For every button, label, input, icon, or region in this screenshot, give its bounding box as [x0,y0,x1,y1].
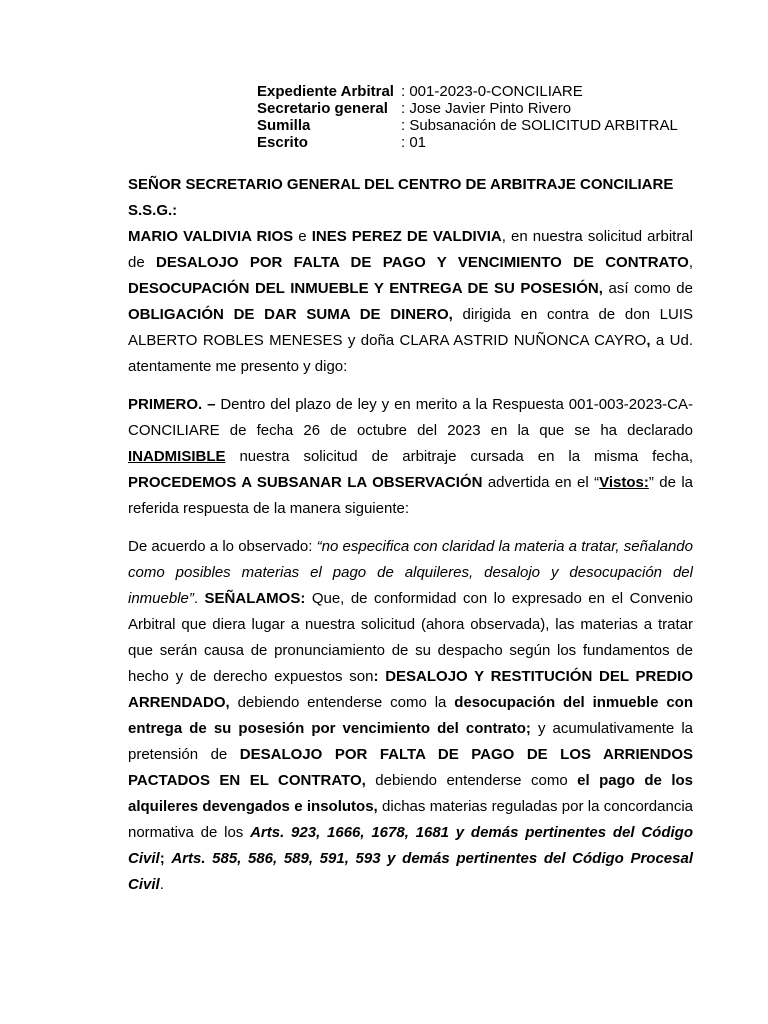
text-run: advertida en el “ [482,474,600,491]
text-run: debiendo entenderse como [365,772,578,789]
header-row-escrito [257,134,678,151]
header-label: Expediente Arbitral [257,83,394,100]
case-header [257,83,678,151]
header-value: : 001-2023-0-CONCILIARE [401,83,583,100]
header-value: : 01 [401,134,427,151]
text-run: así como de [602,280,693,297]
text-run: , [646,332,651,349]
text-run: debiendo entenderse como la [229,694,455,711]
primero-paragraph [128,392,693,522]
header-label: Secretario general [257,100,388,117]
claim-matter: desocupación del inmueble con entrega de su posesión por vencimiento del contrato; [128,694,693,737]
text-run: Dentro del plazo de ley y en merito a la Respuesta 001-003-2023-CA-CONCILIARE de fecha 26 de octubre del 2023 en la que se ha declarado [128,396,693,439]
text-run: e [293,228,312,245]
party-name: MARIO VALDIVIA RIOS [128,228,294,245]
legal-citation: Arts. 585, 586, 589, 591, 593 y demás pertinentes del Código Procesal Civil [128,850,693,893]
text-run: , en nuestra solicitud arbitral de [128,228,693,271]
header-row-sumilla [257,117,678,134]
header-label: Escrito [257,134,308,151]
claim-matter: el pago de los alquileres devengados e insolutos, [128,772,694,815]
claim-matter: DESALOJO POR FALTA DE PAGO DE LOS ARRIENDOS PACTADOS EN EL CONTRATO, [128,746,693,789]
text-run: dichas materias reguladas por la concordancia normativa de los [128,798,693,841]
text-run: ; [159,850,165,867]
senalamos-term: SEÑALAMOS: [204,590,306,607]
text-run: ” de la referida respuesta de la manera siguiente: [128,474,693,517]
text-run: : [373,668,379,685]
header-row-secretario [257,100,678,117]
text-run: Que, de conformidad con lo expresado en el Convenio Arbitral que diera lugar a nuestra solicitud (ahora observada), las materias a tratar que serán causa de pronunciamiento de su despacho según los fundamentos de hecho y de derecho expuestos son [128,590,693,685]
intro-paragraph [128,224,693,380]
observation-paragraph [128,534,693,898]
inadmisible-term: INADMISIBLE [128,448,226,465]
text-run: . [193,590,205,607]
section-heading: PRIMERO. – [128,396,216,413]
legal-citation: Arts. 923, 1666, 1678, 1681 y demás pertinentes del Código Civil [128,824,693,867]
text-run: a Ud. atentamente me presento y digo: [128,332,693,375]
vistos-term: Vistos: [599,474,649,491]
text-run: De acuerdo a lo observado: [128,538,317,555]
subsanar-statement: PROCEDEMOS A SUBSANAR LA OBSERVACIÓN [128,474,483,491]
text-run: dirigida en contra de don LUIS ALBERTO ROBLES MENESES y doña CLARA ASTRID NUÑONCA CAYRO [128,306,693,349]
header-label: Sumilla [257,117,311,134]
text-run: , [688,254,694,271]
addressee-abbrev: S.S.G.: [128,202,178,219]
party-name: INES PEREZ DE VALDIVIA [311,228,502,245]
claim-matter: DESALOJO POR FALTA DE PAGO Y VENCIMIENTO DE CONTRATO [156,254,689,271]
header-value: : Jose Javier Pinto Rivero [401,100,572,117]
text-run: . [159,876,164,893]
addressee-line: SEÑOR SECRETARIO GENERAL DEL CENTRO DE ARBITRAJE CONCILIARE [128,176,674,193]
header-value: : Subsanación de SOLICITUD ARBITRAL [401,117,678,134]
observation-quote: “no especifica con claridad la materia a tratar, señalando como posibles materias el pago de alquileres, desalojo y desocupación del inmueble” [128,538,693,607]
text-run: nuestra solicitud de arbitraje cursada en la misma fecha, [225,448,693,465]
claim-matter: DESOCUPACIÓN DEL INMUEBLE Y ENTREGA DE SU POSESIÓN, [128,280,603,297]
header-row-expediente [257,83,678,100]
claim-matter: OBLIGACIÓN DE DAR SUMA DE DINERO, [128,306,453,323]
text-run: y acumulativamente la pretensión de [128,720,694,763]
document-body [128,172,693,898]
claim-matter: DESALOJO Y RESTITUCIÓN DEL PREDIO ARRENDADO, [128,668,693,711]
